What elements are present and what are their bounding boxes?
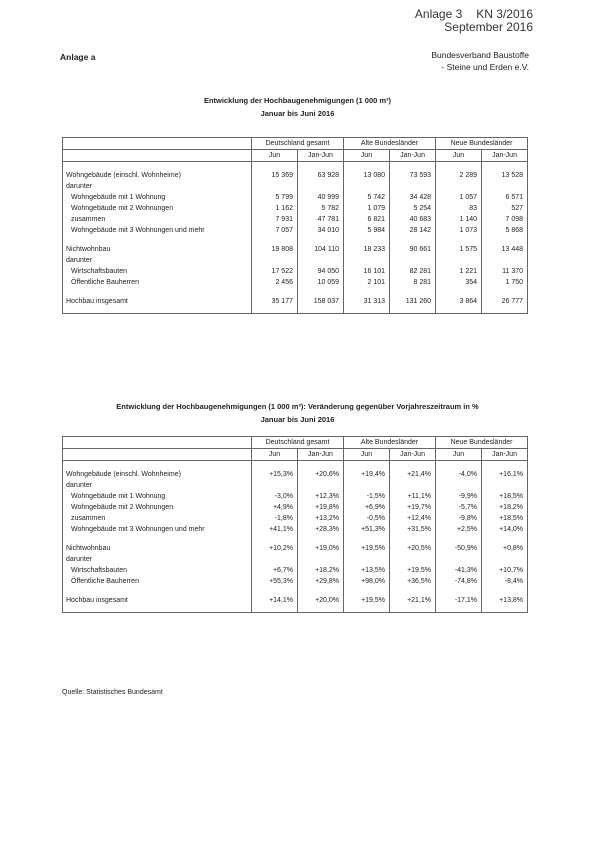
value-cell: 13 448 [482, 244, 528, 255]
value-cell: +14,0% [482, 524, 528, 535]
value-cell: 28 142 [390, 225, 436, 236]
table-row [63, 214, 528, 225]
group-header: Neue Bundesländer [436, 437, 528, 449]
value-cell: -9,8% [436, 513, 482, 524]
value-cell: 18 233 [344, 244, 390, 255]
value-cell: -74,8% [436, 576, 482, 587]
value-cell [390, 554, 436, 565]
table-row [63, 255, 528, 266]
value-cell [344, 181, 390, 192]
value-cell: 2 456 [252, 277, 298, 288]
subheader-cell: Jun [344, 150, 390, 162]
table-row [63, 181, 528, 192]
subheader-cell: Jan-Jun [390, 449, 436, 461]
table-row [63, 502, 528, 513]
value-cell: 5 868 [482, 225, 528, 236]
value-cell: +6,7% [252, 565, 298, 576]
value-cell: 5 254 [390, 203, 436, 214]
row-label: Hochbau insgesamt [63, 595, 252, 606]
group-header-row [63, 437, 528, 449]
value-cell: 2 289 [436, 170, 482, 181]
value-cell: +19,5% [344, 543, 390, 554]
value-cell: 1 057 [436, 192, 482, 203]
subheader-cell: Jan-Jun [390, 150, 436, 162]
value-cell [344, 554, 390, 565]
table-row [63, 203, 528, 214]
value-cell: 1 073 [436, 225, 482, 236]
value-cell: +13,8% [482, 595, 528, 606]
row-label: Nichtwohnbau [63, 543, 252, 554]
value-cell: +6,9% [344, 502, 390, 513]
anlage-label: Anlage a [60, 52, 96, 62]
value-cell: +18,2% [482, 502, 528, 513]
row-label: darunter [63, 480, 252, 491]
value-cell: 354 [436, 277, 482, 288]
value-cell: 90 661 [390, 244, 436, 255]
value-cell: +20,6% [298, 469, 344, 480]
value-cell [344, 255, 390, 266]
table-row [63, 170, 528, 181]
row-label: Öffentliche Bauherren [63, 576, 252, 587]
value-cell: 6 821 [344, 214, 390, 225]
value-cell: 26 777 [482, 296, 528, 307]
value-cell [482, 255, 528, 266]
value-cell: 5 984 [344, 225, 390, 236]
value-cell: +19,4% [344, 469, 390, 480]
value-cell: -17,1% [436, 595, 482, 606]
subheader-cell: Jan-Jun [298, 449, 344, 461]
group-header: Deutschland gesamt [252, 437, 344, 449]
row-label: Wohngebäude mit 3 Wohnungen und mehr [63, 524, 252, 535]
value-cell [436, 255, 482, 266]
value-cell [436, 554, 482, 565]
value-cell: +55,3% [252, 576, 298, 587]
value-cell: +19,5% [344, 595, 390, 606]
value-cell [252, 181, 298, 192]
value-cell: -5,7% [436, 502, 482, 513]
row-label: Wohngebäude mit 3 Wohnungen und mehr [63, 225, 252, 236]
value-cell: 13 080 [344, 170, 390, 181]
value-cell: +2,5% [436, 524, 482, 535]
value-cell: 83 [436, 203, 482, 214]
subheader-cell: Jun [344, 449, 390, 461]
table-row [63, 595, 528, 606]
header-date: September 2016 [444, 20, 533, 34]
value-cell [390, 181, 436, 192]
table1-title [0, 94, 595, 120]
organization [431, 49, 529, 73]
value-cell [344, 480, 390, 491]
value-cell: +16,1% [482, 469, 528, 480]
row-label: Wirtschaftsbauten [63, 266, 252, 277]
row-label: darunter [63, 181, 252, 192]
table-row [63, 225, 528, 236]
row-label: Öffentliche Bauherren [63, 277, 252, 288]
value-cell: 31 313 [344, 296, 390, 307]
value-cell: +12,3% [298, 491, 344, 502]
kn-label: KN 3/2016 [476, 7, 533, 21]
value-cell: +13,2% [298, 513, 344, 524]
row-label: Wohngebäude mit 1 Wohnung [63, 491, 252, 502]
value-cell: 73 593 [390, 170, 436, 181]
value-cell: 3 864 [436, 296, 482, 307]
subheader-cell: Jan-Jun [482, 449, 528, 461]
value-cell: +10,2% [252, 543, 298, 554]
row-label: zusammen [63, 214, 252, 225]
value-cell: -1,8% [252, 513, 298, 524]
value-cell: +0,8% [482, 543, 528, 554]
table-row [63, 192, 528, 203]
value-cell: 2 101 [344, 277, 390, 288]
row-label: Wohngebäude (einschl. Wohnheime) [63, 469, 252, 480]
table-row [63, 576, 528, 587]
value-cell: 15 369 [252, 170, 298, 181]
value-cell: 63 928 [298, 170, 344, 181]
value-cell: +51,3% [344, 524, 390, 535]
value-cell: 16 101 [344, 266, 390, 277]
value-cell: +19,0% [298, 543, 344, 554]
row-label: Nichtwohnbau [63, 244, 252, 255]
value-cell: 5 799 [252, 192, 298, 203]
subheader-cell: Jun [252, 150, 298, 162]
row-label: zusammen [63, 513, 252, 524]
value-cell [436, 181, 482, 192]
value-cell [436, 480, 482, 491]
row-label: Wohngebäude mit 2 Wohnungen [63, 203, 252, 214]
group-header: Alte Bundesländer [344, 138, 436, 150]
group-header: Deutschland gesamt [252, 138, 344, 150]
annex-label: Anlage 3 [414, 7, 463, 21]
value-cell: 17 522 [252, 266, 298, 277]
table2-title [0, 400, 595, 426]
value-cell: 1 750 [482, 277, 528, 288]
subheader-cell: Jan-Jun [482, 150, 528, 162]
table2-title-text: Entwicklung der Hochbaugenehmigungen (1 000 m³): Veränderung gegenüber Vorjahreszeitraum in % [116, 402, 479, 411]
table-row [63, 565, 528, 576]
value-cell: -3,0% [252, 491, 298, 502]
value-cell: 19 808 [252, 244, 298, 255]
group-header-row [63, 138, 528, 150]
value-cell: -0,5% [344, 513, 390, 524]
value-cell [252, 554, 298, 565]
table1 [62, 137, 528, 314]
row-label: Hochbau insgesamt [63, 296, 252, 307]
table-row [63, 277, 528, 288]
table-row [63, 266, 528, 277]
value-cell: +31,5% [390, 524, 436, 535]
table-row [63, 480, 528, 491]
value-cell: 40 683 [390, 214, 436, 225]
value-cell: 1 140 [436, 214, 482, 225]
table2 [62, 436, 528, 613]
value-cell: 11 370 [482, 266, 528, 277]
subheader-row [63, 449, 528, 461]
value-cell: 94 050 [298, 266, 344, 277]
row-label: Wohngebäude mit 2 Wohnungen [63, 502, 252, 513]
value-cell: +21,1% [390, 595, 436, 606]
value-cell [482, 181, 528, 192]
value-cell: +12,4% [390, 513, 436, 524]
value-cell [482, 480, 528, 491]
value-cell: +4,9% [252, 502, 298, 513]
value-cell: +19,8% [298, 502, 344, 513]
value-cell: +18,5% [482, 491, 528, 502]
value-cell: +36,5% [390, 576, 436, 587]
value-cell: -1,5% [344, 491, 390, 502]
value-cell: 8 281 [390, 277, 436, 288]
value-cell: 527 [482, 203, 528, 214]
value-cell [298, 181, 344, 192]
value-cell [482, 554, 528, 565]
value-cell: 40 999 [298, 192, 344, 203]
value-cell: +28,3% [298, 524, 344, 535]
table-row [63, 491, 528, 502]
row-label: darunter [63, 255, 252, 266]
value-cell: +14,1% [252, 595, 298, 606]
value-cell: +21,4% [390, 469, 436, 480]
subheader-cell: Jun [252, 449, 298, 461]
subheader-row [63, 150, 528, 162]
table-row [63, 554, 528, 565]
table-row [63, 296, 528, 307]
value-cell: -4,0% [436, 469, 482, 480]
table-row [63, 244, 528, 255]
value-cell: 10 059 [298, 277, 344, 288]
value-cell: 5 742 [344, 192, 390, 203]
value-cell: -9,9% [436, 491, 482, 502]
value-cell: 5 782 [298, 203, 344, 214]
value-cell [390, 255, 436, 266]
value-cell: 34 428 [390, 192, 436, 203]
row-label: Wirtschaftsbauten [63, 565, 252, 576]
value-cell: +41,1% [252, 524, 298, 535]
value-cell: +98,0% [344, 576, 390, 587]
table-row [63, 469, 528, 480]
subheader-cell: Jan-Jun [298, 150, 344, 162]
value-cell: +29,8% [298, 576, 344, 587]
value-cell: +13,5% [344, 565, 390, 576]
value-cell: 82 281 [390, 266, 436, 277]
value-cell [252, 255, 298, 266]
value-cell: +11,1% [390, 491, 436, 502]
value-cell: +20,5% [390, 543, 436, 554]
value-cell: 35 177 [252, 296, 298, 307]
table1-title-text: Entwicklung der Hochbaugenehmigungen (1 000 m³) [203, 96, 392, 105]
value-cell: 13 528 [482, 170, 528, 181]
value-cell: +18,5% [482, 513, 528, 524]
row-label: Wohngebäude (einschl. Wohnheime) [63, 170, 252, 181]
value-cell: 34 010 [298, 225, 344, 236]
table-row [63, 543, 528, 554]
group-header: Alte Bundesländer [344, 437, 436, 449]
table2-subtitle: Januar bis Juni 2016 [260, 415, 335, 424]
table-row [63, 524, 528, 535]
table-row [63, 513, 528, 524]
value-cell: +10,7% [482, 565, 528, 576]
subheader-cell: Jun [436, 150, 482, 162]
value-cell: +18,2% [298, 565, 344, 576]
value-cell: 131 260 [390, 296, 436, 307]
value-cell: 1 079 [344, 203, 390, 214]
value-cell: -41,3% [436, 565, 482, 576]
org-line-2: - Steine und Erden e.V. [441, 62, 529, 72]
value-cell: +20,0% [298, 595, 344, 606]
value-cell: -8,4% [482, 576, 528, 587]
value-cell: -50,9% [436, 543, 482, 554]
value-cell: 6 571 [482, 192, 528, 203]
value-cell: 1 575 [436, 244, 482, 255]
value-cell: 47 781 [298, 214, 344, 225]
value-cell: 104 110 [298, 244, 344, 255]
org-line-1: Bundesverband Baustoffe [431, 50, 529, 60]
row-label: Wohngebäude mit 1 Wohnung [63, 192, 252, 203]
value-cell: 1 162 [252, 203, 298, 214]
value-cell: 7 057 [252, 225, 298, 236]
value-cell: +15,3% [252, 469, 298, 480]
value-cell: 158 037 [298, 296, 344, 307]
value-cell: 7 098 [482, 214, 528, 225]
row-label: darunter [63, 554, 252, 565]
value-cell [298, 480, 344, 491]
value-cell: +19,7% [390, 502, 436, 513]
document-header [401, 8, 533, 34]
group-header: Neue Bundesländer [436, 138, 528, 150]
table1-subtitle: Januar bis Juni 2016 [260, 109, 335, 118]
value-cell [390, 480, 436, 491]
value-cell: +19,5% [390, 565, 436, 576]
source-note: Quelle: Statistisches Bundesamt [62, 689, 163, 696]
value-cell [252, 480, 298, 491]
value-cell [298, 554, 344, 565]
value-cell: 1 221 [436, 266, 482, 277]
subheader-cell: Jun [436, 449, 482, 461]
value-cell: 7 931 [252, 214, 298, 225]
value-cell [298, 255, 344, 266]
